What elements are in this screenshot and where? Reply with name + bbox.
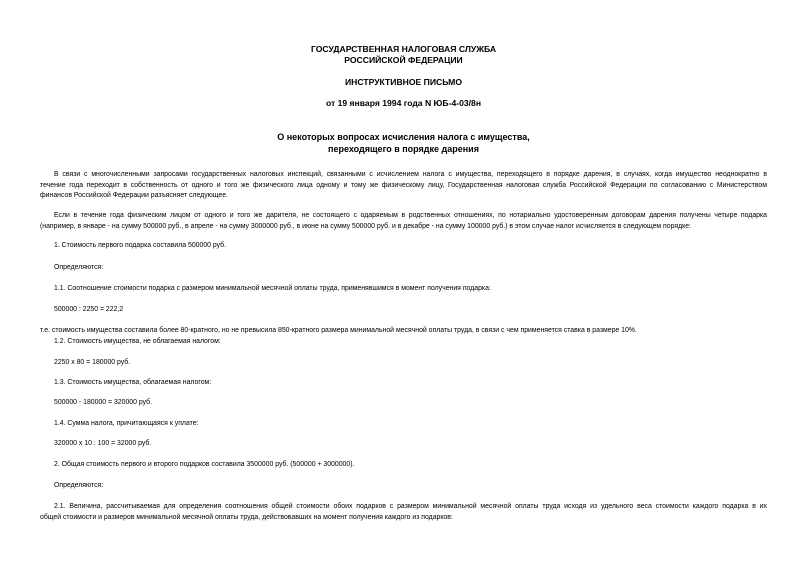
item-2: 2. Общая стоимость первого и второго подарков составила 3500000 руб. (500000 + 3000000). <box>54 461 355 468</box>
determined-label-1: Определяются: <box>54 264 104 271</box>
paragraph-line: общей стоимости и размеров минимальной месячной оплаты труда, действовавших на момент получения каждого из подарков: <box>40 513 453 521</box>
note-rate: т.е. стоимость имущества составила более 80-кратного, но не превысила 850-кратного размера минимальной месячной оплаты труда, в связи с чем применяется ставка в размере 10%. <box>40 327 637 334</box>
calculation-4: 320000 x 10 : 100 = 32000 руб. <box>54 440 152 447</box>
document-date-number: от 19 января 1994 года N ЮБ-4-03/8н <box>325 98 482 108</box>
document-title-line2: переходящего в порядке дарения <box>328 144 479 154</box>
calculation-2: 2250 x 80 = 180000 руб. <box>54 359 131 366</box>
paragraph-line: (например, в январе - на сумму 500000 руб., в апреле - на сумму 3000000 руб., в июне на сумму 500000 руб. и в декабре - на сумму 100000 руб.) в этом случае налог исчисляется в следующем порядке: <box>40 222 691 230</box>
item-2-1 <box>40 502 767 523</box>
paragraph-gifts <box>40 211 767 232</box>
item-1-1: 1.1. Соотношение стоимости подарка с размером минимальной месячной оплаты труда, применявшимся в момент получения подарка: <box>54 285 491 292</box>
agency-name-line2: РОССИЙСКОЙ ФЕДЕРАЦИИ <box>344 55 463 65</box>
calculation-1: 500000 : 2250 = 222,2 <box>54 306 124 313</box>
agency-name-line1: ГОСУДАРСТВЕННАЯ НАЛОГОВАЯ СЛУЖБА <box>310 44 497 54</box>
paragraph-line: В связи с многочисленными запросами государственных налоговых инспекций, связанными с исчислением налога с имущества, переходящего в порядке дарения, в случаях, когда имущество неоднократно в <box>54 171 767 178</box>
item-1-3: 1.3. Стоимость имущества, облагаемая налогом: <box>54 379 212 386</box>
paragraph-line: Если в течение года физическим лицом от одного и того же дарителя, не состоящего с одаряемым в родственных отношениях, по нотариально удостоверенным договорам дарения получены четыре подарка <box>54 212 767 219</box>
paragraph-line: течение года переходит в собственность от одного и того же физического лица одному и тому же физическому лицу, Государственная налоговая служба Российской Федерации по согласованию с Министерством <box>40 181 767 189</box>
paragraph-intro <box>40 170 767 202</box>
item-1-4: 1.4. Сумма налога, причитающаяся к уплате: <box>54 420 199 427</box>
determined-label-2: Определяются: <box>54 482 104 489</box>
item-1: 1. Стоимость первого подарка составила 500000 руб. <box>54 242 227 249</box>
paragraph-line: финансов Российской Федерации разъясняет следующее. <box>40 192 228 199</box>
document-title-line1: О некоторых вопросах исчисления налога с имущества, <box>277 132 530 142</box>
calculation-3: 500000 - 180000 = 320000 руб. <box>54 399 153 406</box>
paragraph-line: 2.1. Величина, рассчитываемая для определения соотношения общей стоимости обоих подарков с размером минимальной месячной оплаты труда исходя из удельного веса стоимости каждого подарка в их <box>54 503 767 510</box>
item-1-2: 1.2. Стоимость имущества, не облагаемая налогом: <box>54 338 221 345</box>
document-type: ИНСТРУКТИВНОЕ ПИСЬМО <box>344 77 463 87</box>
